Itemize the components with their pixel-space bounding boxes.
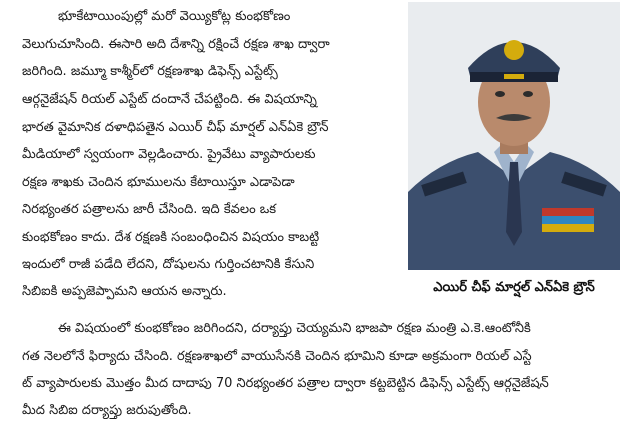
paragraph-line: ఇందులో రాజీ పడేది లేదని, దోషులను గుర్తించటానికి కేసుని [22,257,315,272]
portrait-photo [408,2,620,270]
paragraph-line: మీడియాలో స్వయంగా వెల్లడించారు. ప్రైవేటు వ్యాపారులకు [22,147,316,162]
photo-caption: ఎయిర్ చీఫ్ మార్షల్ ఎన్ఏకె బ్రౌన్ [433,280,595,295]
paragraph-line: ఈ విషయంలో కుంభకోణం జరిగిందని, దర్యాప్తు చెయ్యమని భాజపా రక్షణ మంత్రి ఎ.కె.ఆంటోనీకి [58,321,531,336]
paragraph-line: వెలుగుచూసింది. ఈసారి అది దేశాన్ని రక్షించే రక్షణ శాఖ ద్వారా [22,37,330,52]
paragraph-line: నిరభ్యంతర పత్రాలను జారీ చేసింది. ఇది కేవలం ఒక [22,202,277,217]
paragraph-line: సిబిఐకి అప్పజెప్పామని ఆయన అన్నారు. [22,284,227,299]
paragraph-line: జరిగింది. జమ్మూ కాశ్మీర్‌లో రక్షణశాఖ డిఫెన్స్ ఎస్టేట్స్ [22,64,278,79]
paragraph-line: భారత వైమానిక దళాధిపతైన ఎయిర్ చీఫ్ మార్షల్ ఎన్ఏకె బ్రౌన్ [22,120,329,135]
paragraph-line: ట్ వ్యాపారులకు మొత్తం మీద దాదాపు 70 నిరభ్యంతర పత్రాల ద్వారా కట్టబెట్టిన డిఫెన్స్ ఎస్టేట్స్ ఆర్గనైజేషన్ [22,376,549,391]
paragraph-line: భూకేటాయింపుల్లో మరో వెయ్యికోట్ల కుంభకోణం [58,9,291,24]
paragraph-line: మీద సిబిఐ దర్యాప్తు జరుపుతోంది. [22,403,192,418]
paragraph-line: గత నెలలోనే ఫిర్యాదు చేసింది. రక్షణశాఖలో వాయుసేనకి చెందిన భూమిని కూడా అక్రమంగా రియల్ ఎస్టే [22,349,532,364]
paragraph-line: కుంభకోణం కాదు. దేశ రక్షణకి సంబంధించిన విషయం కాబట్టి [22,230,320,245]
paragraph-line: రక్షణ శాఖకు చెందిన భూములను కేటాయిస్తూ ఎడాపెడా [22,175,295,190]
portrait-photo-icon [408,2,620,270]
paragraph-line: ఆర్గనైజేషన్ రియల్ ఎస్టేట్ దందానే చేపట్టింది. ఈ విషయాన్ని [22,92,317,107]
